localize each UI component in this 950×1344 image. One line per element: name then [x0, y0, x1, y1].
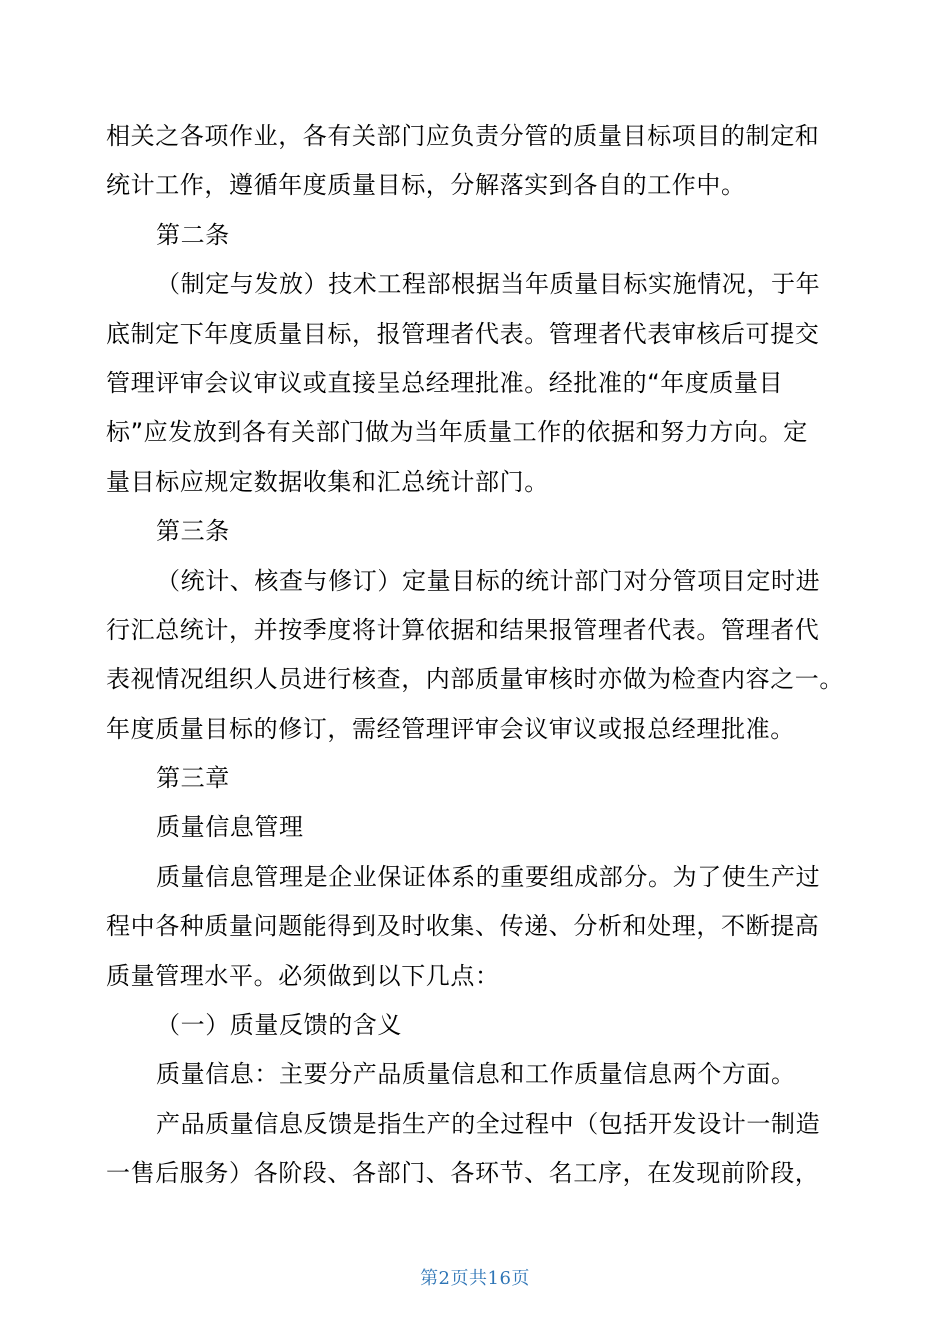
text-line: 标”应发放到各有关部门做为当年质量工作的依据和努力方向。定: [106, 418, 808, 447]
text-line: 一售后服务）各阶段、各部门、各环节、名工序，在发现前阶段，: [106, 1159, 820, 1188]
text-line: 产品质量信息反馈是指生产的全过程中（包括开发设计一制造: [156, 1109, 821, 1138]
text-line: 质量信息管理是企业保证体系的重要组成部分。为了使生产过: [156, 862, 821, 891]
page-number: 第2页共16页: [420, 1268, 530, 1289]
text-line: 底制定下年度质量目标，报管理者代表。管理者代表审核后可提交: [106, 319, 820, 348]
text-line: 相关之各项作业，各有关部门应负责分管的质量目标项目的制定和: [106, 122, 820, 150]
text-line: 质量信息：主要分产品质量信息和工作质量信息两个方面。: [156, 1060, 796, 1089]
text-line: 质量管理水平。必须做到以下几点：: [106, 961, 500, 990]
text-line: 程中各种质量问题能得到及时收集、传递、分析和处理，不断提高: [106, 912, 820, 941]
text-line: 表视情况组织人员进行核查，内部质量审核时亦做为检查内容之一。: [106, 665, 844, 694]
article-heading: 第二条: [156, 220, 230, 249]
document-body: [106, 112, 846, 1199]
section-title: 质量信息管理: [156, 813, 304, 842]
text-line: 行汇总统计，并按季度将计算依据和结果报管理者代表。管理者代: [106, 615, 820, 644]
article-heading: 第三条: [156, 517, 230, 546]
text-line: 年度质量目标的修订，需经管理评审会议审议或报总经理批准。: [106, 714, 795, 743]
text-line: 量目标应规定数据收集和汇总统计部门。: [106, 467, 549, 496]
text-line: （制定与发放）技术工程部根据当年质量目标实施情况，于年: [156, 270, 821, 299]
text-line: 管理评审会议审议或直接呈总经理批准。经批准的“年度质量目: [106, 368, 784, 397]
text-line: 统计工作，遵循年度质量目标，分解落实到各自的工作中。: [106, 171, 746, 200]
chapter-heading: 第三章: [156, 764, 230, 793]
text-line: （统计、核查与修订）定量目标的统计部门对分管项目定时进: [156, 566, 821, 595]
subsection-heading: （一）质量反馈的含义: [156, 1011, 402, 1040]
